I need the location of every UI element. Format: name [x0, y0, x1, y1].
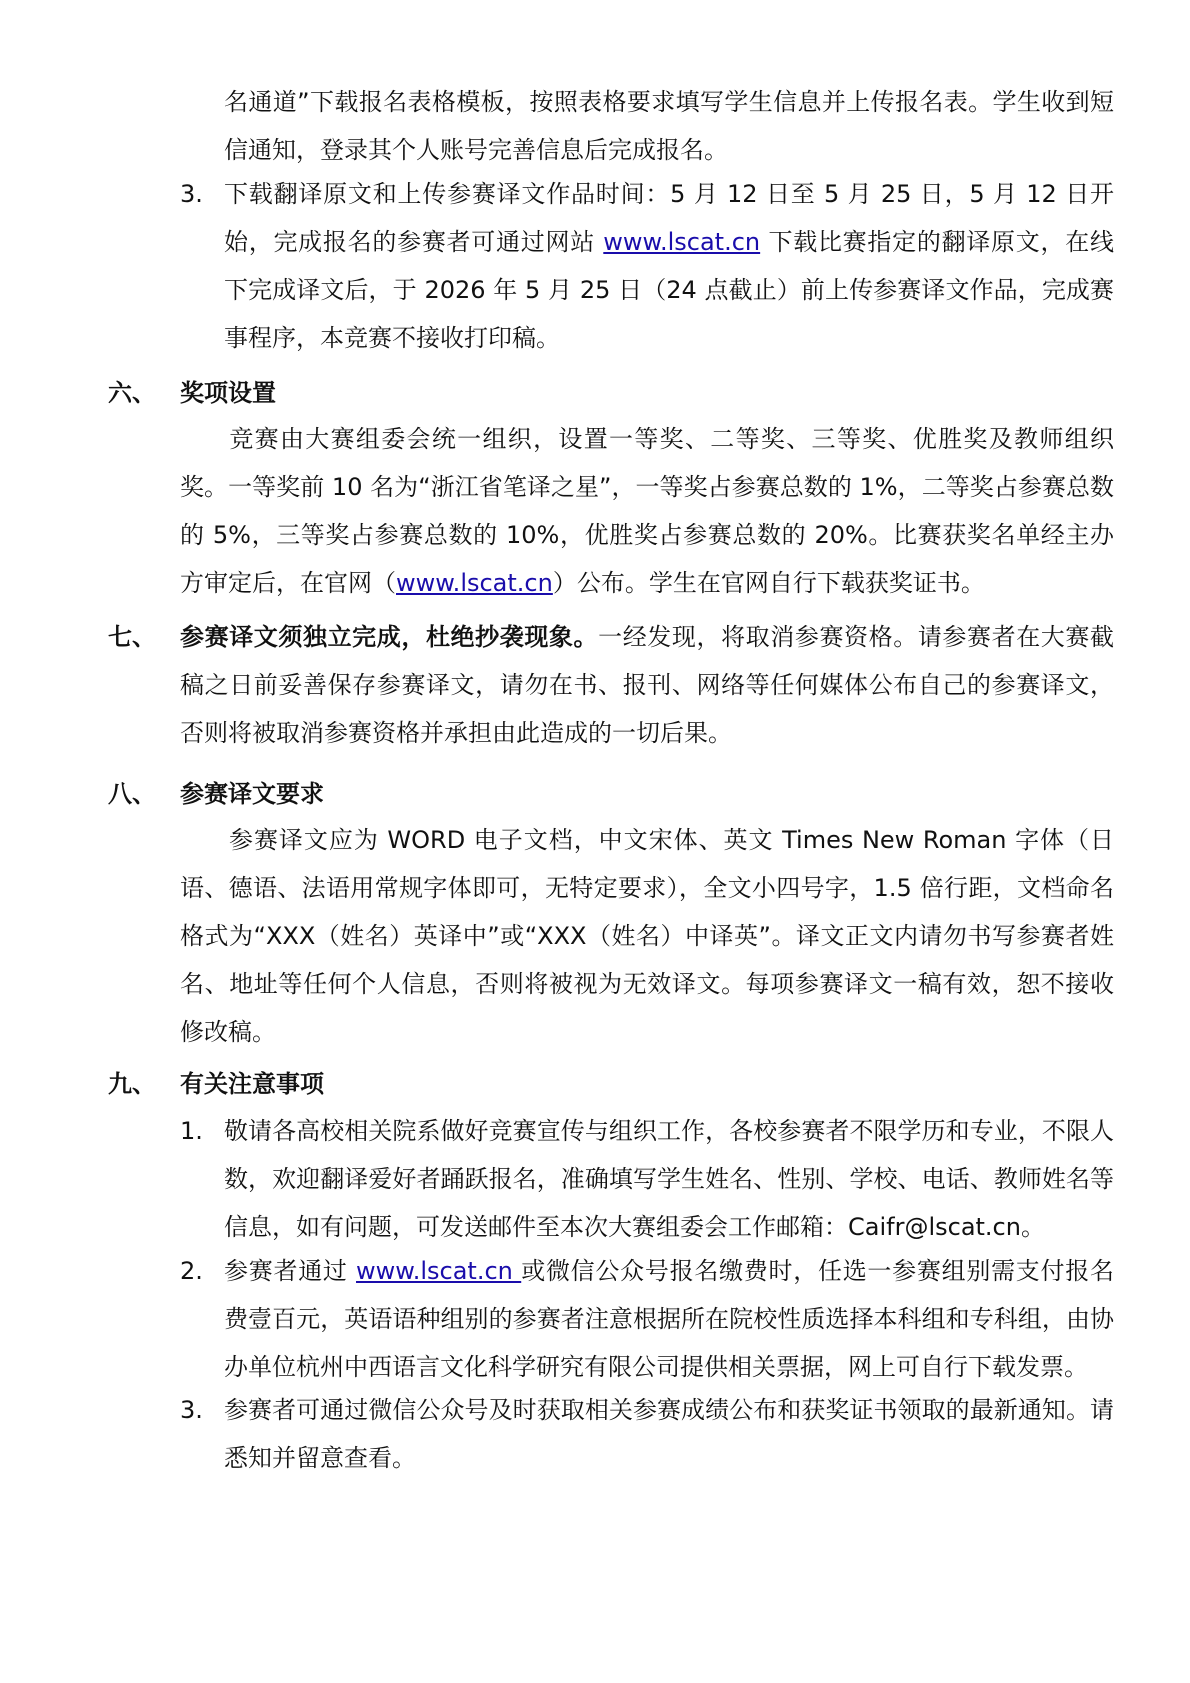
step3-item [0, 170, 1114, 362]
section6-text-after: ）公布。学生在官网自行下载获奖证书。 [552, 569, 985, 597]
section7-text: 一经发现，将取消参赛资格。请参赛者在大赛截稿之日前妥善保存参赛译文，请勿在书、报刊、网络等任何媒体公布自己的参赛译文，否则将被取消参赛资格并承担由此造成的一切后果。 [180, 623, 1114, 747]
intro-text: 名通道”下载报名表格模板，按照表格要求填写学生信息并上传报名表。学生收到短信通知，登录其个人账号完善信息后完成报名。 [224, 88, 1114, 164]
section8-text: 参赛译文应为 WORD 电子文档，中文宋体、英文 Times New Roman 字体（日语、德语、法语用常规字体即可，无特定要求），全文小四号字，1.5 倍行距，文档命名格式为“XXX（姓名）英译中”或“XXX（姓名）中译英”。译文正文内请勿书写参赛者姓名、地址等任何个人信息，否则将被视为无效译文。每项参赛译文一稿有效，恕不接收修改稿。 [180, 826, 1114, 1046]
section9-item1 [0, 1107, 1114, 1251]
section9-item2-number: 2. [180, 1257, 203, 1285]
section9-heading-block [0, 1060, 1190, 1108]
section9-item2-website-link[interactable]: www.lscat.cn [356, 1257, 522, 1285]
section9-item3 [0, 1386, 1114, 1482]
section6-text-before: 竞赛由大赛组委会统一组织，设置一等奖、二等奖、三等奖、优胜奖及教师组织奖。一等奖前 10 名为“浙江省笔译之星”，一等奖占参赛总数的 1%，二等奖占参赛总数的 5%，三等奖占参赛总数的 10%，优胜奖占参赛总数的 20%。比赛获奖名单经主办方审定后，在官网（ [180, 425, 1114, 597]
section8-paragraph [0, 816, 1114, 1056]
section8-title: 参赛译文要求 [180, 780, 324, 808]
section9-item1-text: 敬请各高校相关院系做好竞赛宣传与组织工作，各校参赛者不限学历和专业，不限人数，欢迎翻译爱好者踊跃报名，准确填写学生姓名、性别、学校、电话、教师姓名等信息，如有问题，可发送邮件至本次大赛组委会工作邮箱：Caifr@lscat.cn。 [224, 1117, 1114, 1241]
step3-block [0, 170, 1190, 362]
section8-body-block [0, 816, 1190, 1056]
section9-item1-block [0, 1107, 1190, 1251]
section9-title: 有关注意事项 [180, 1070, 324, 1098]
section9-item1-number: 1. [180, 1117, 203, 1145]
section9-item2-text-after: 或微信公众号报名缴费时，任选一参赛组别需支付报名费壹百元，英语语种组别的参赛者注意根据所在院校性质选择本科组和专科组，由协办单位杭州中西语言文化科学研究有限公司提供相关票据，网上可自行下载发票。 [224, 1257, 1114, 1381]
step3-text-after: 下载比赛指定的翻译原文，在线下完成译文后，于 2026 年 5 月 25 日（24 点截止）前上传参赛译文作品，完成赛事程序，本竞赛不接收打印稿。 [224, 228, 1114, 352]
section7-number: 七、 [108, 623, 156, 651]
section9-item3-block [0, 1386, 1190, 1482]
section9-item3-text: 参赛者可通过微信公众号及时获取相关参赛成绩公布和获奖证书领取的最新通知。请悉知并留意查看。 [224, 1396, 1114, 1472]
section9-item3-number: 3. [180, 1396, 203, 1424]
section6-paragraph [0, 415, 1114, 607]
section9-heading [0, 1060, 1190, 1108]
section8-heading [0, 770, 1190, 818]
section6-website-link[interactable]: www.lscat.cn [396, 569, 553, 597]
section6-number: 六、 [108, 379, 156, 407]
section9-item2 [0, 1247, 1114, 1391]
step3-text-before: 下载翻译原文和上传参赛译文作品时间：5 月 12 日至 5 月 25 日，5 月 12 日开始，完成报名的参赛者可通过网站 [224, 180, 1114, 256]
section6-heading [0, 369, 1190, 417]
section6-title: 奖项设置 [180, 379, 276, 407]
step3-number: 3. [180, 180, 203, 208]
section7-paragraph [0, 613, 1190, 757]
section9-item2-block [0, 1247, 1190, 1391]
section9-number: 九、 [108, 1070, 156, 1098]
section9-item2-text-before: 参赛者通过 [224, 1257, 357, 1285]
section8-heading-block [0, 770, 1190, 818]
section7-bold-text: 参赛译文须独立完成，杜绝抄袭现象。 [180, 623, 599, 651]
section8-number: 八、 [108, 780, 156, 808]
section7-block [0, 613, 1190, 757]
intro-block [0, 78, 1190, 174]
step3-website-link[interactable]: www.lscat.cn [603, 228, 761, 256]
section6-heading-block [0, 369, 1190, 417]
section6-body-block [0, 415, 1190, 607]
